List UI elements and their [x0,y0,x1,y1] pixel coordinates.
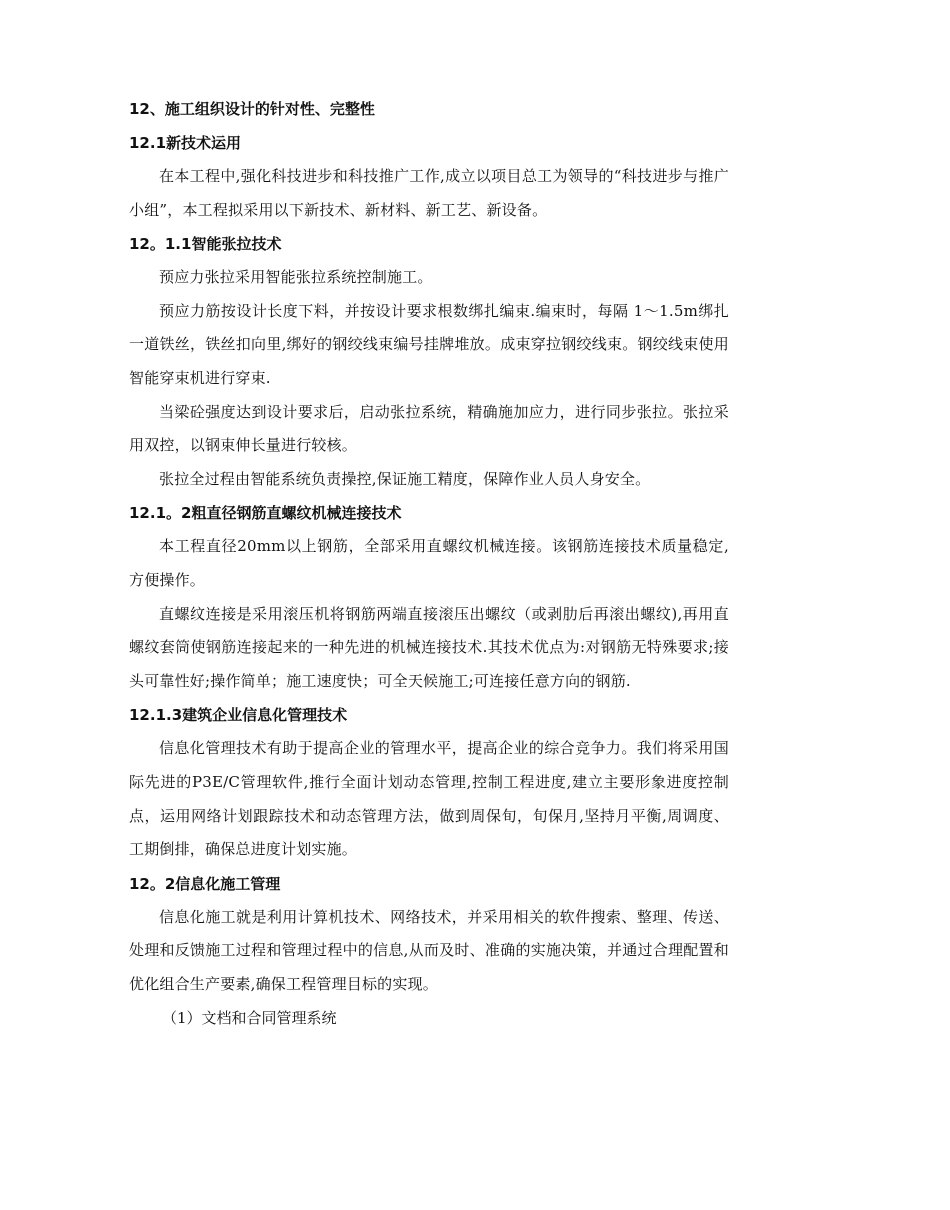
heading-section-12-2: 12。2信息化施工管理 [129,874,281,893]
heading-section-12-1: 12.1新技术运用 [129,134,242,152]
paragraph: 预应力筋按设计长度下料，并按设计要求根数绑扎编束.编束时，每隔 1～1.5m绑扎一道铁丝，铁丝扣向里,绑好的钢绞线束编号挂牌堆放。成束穿拉钢绞线束。钢绞线束使用智能穿束机进行穿束. [129,301,729,387]
heading-section-12-1-1: 12。1.1智能张拉技术 [129,235,282,254]
heading-section-12-1-2: 12.1。2粗直径钢筋直螺纹机械连接技术 [129,504,402,523]
paragraph: 信息化管理技术有助于提高企业的管理水平，提高企业的综合竞争力。我们将采用国际先进的P3E/C管理软件,推行全面计划动态管理,控制工程进度,建立主要形象进度控制点，运用网络计划跟踪技术和动态管理方法，做到周保旬，旬保月,坚持月平衡,周调度、工期倒排，确保总进度计划实施。 [129,739,729,859]
paragraph: 当梁砼强度达到设计要求后，启动张拉系统，精确施加应力，进行同步张拉。张拉采用双控，以钢束伸长量进行较核。 [129,402,729,455]
heading-section-12-1-3: 12.1.3建筑企业信息化管理技术 [129,706,348,725]
paragraph: 直螺纹连接是采用滚压机将钢筋两端直接滚压出螺纹（或剥肋后再滚出螺纹),再用直螺纹套筒使钢筋连接起来的一种先进的机械连接技术.其技术优点为:对钢筋无特殊要求;接头可靠性好;操作简单；施工速度快；可全天候施工;可连接任意方向的钢筋. [129,604,729,690]
paragraph: 预应力张拉采用智能张拉系统控制施工。 [159,268,433,287]
document-body [129,92,729,1035]
paragraph: 在本工程中,强化科技进步和科技推广工作,成立以项目总工为领导的“科技进步与推广小组”，本工程拟采用以下新技术、新材料、新工艺、新设备。 [129,167,729,219]
paragraph: 本工程直径20mm以上钢筋，全部采用直螺纹机械连接。该钢筋连接技术质量稳定,方便操作。 [129,537,729,589]
list-item: （1）文档和合同管理系统 [162,1009,337,1028]
paragraph: 信息化施工就是利用计算机技术、网络技术，并采用相关的软件搜索、整理、传送、处理和反馈施工过程和管理过程中的信息,从而及时、准确的实施决策，并通过合理配置和优化组合生产要素,确保工程管理目标的实现。 [129,907,729,993]
paragraph: 张拉全过程由智能系统负责操控,保证施工精度，保障作业人员人身安全。 [159,469,651,488]
heading-section-12: 12、施工组织设计的针对性、完整性 [129,100,375,118]
